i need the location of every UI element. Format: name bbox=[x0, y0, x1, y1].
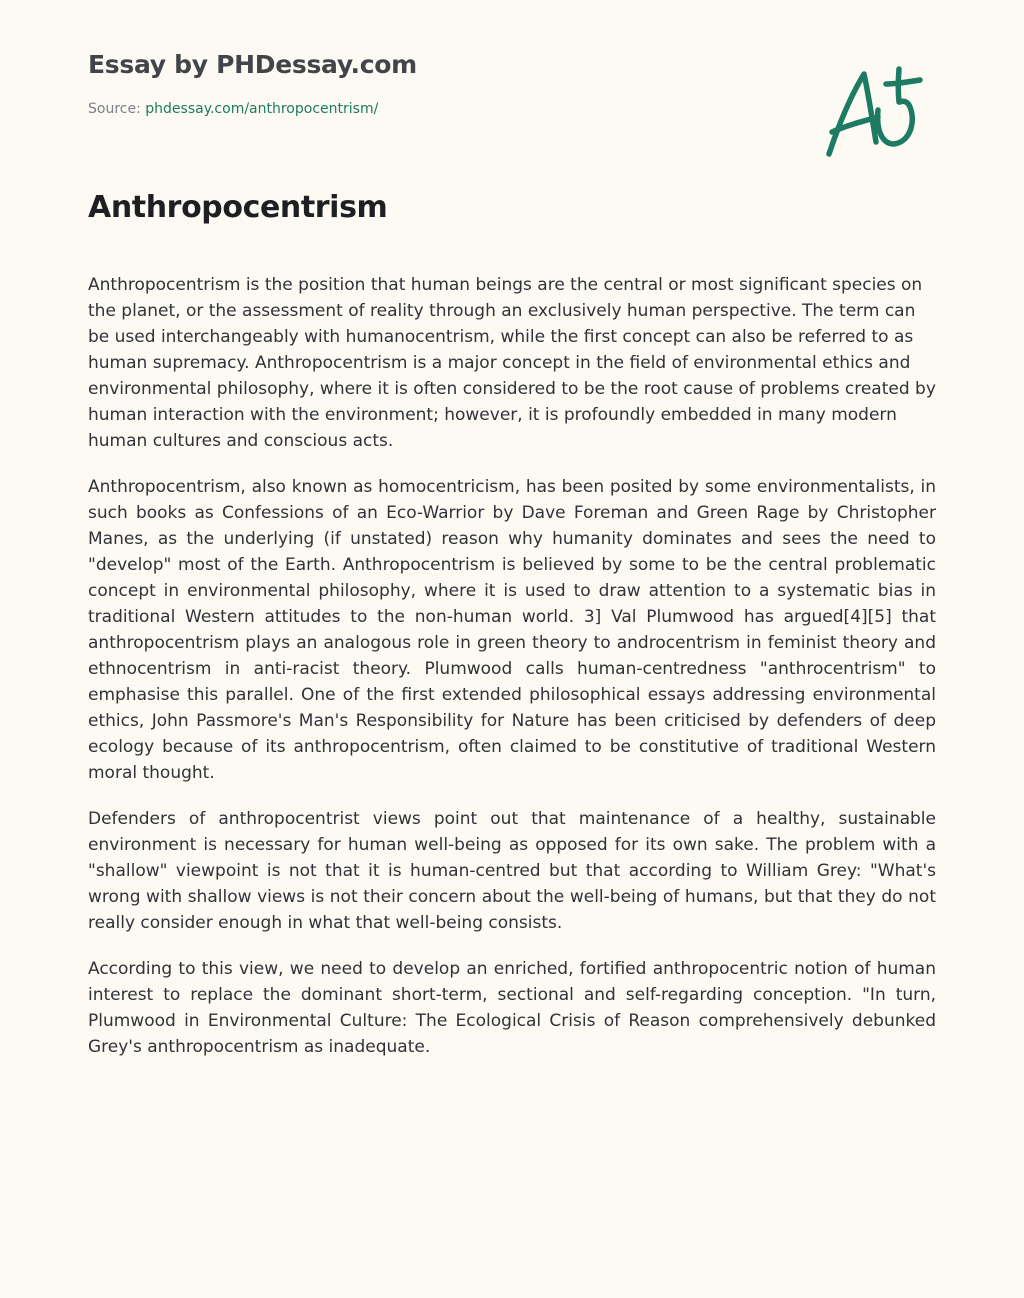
site-title: Essay by PHDessay.com bbox=[88, 50, 417, 79]
source-label: Source: bbox=[88, 101, 141, 117]
source-line bbox=[88, 101, 378, 117]
paragraph: According to this view, we need to develop an enriched, fortified anthropocentric notion of human interest to replace the dominant short-term, sectional and self-regarding conception. "In turn, Plumwood in Environmental Culture: The Ecological Crisis of Reason comprehensively debunked Grey's anthropocentrism as inadequate. bbox=[88, 959, 936, 1057]
page-title: Anthropocentrism bbox=[88, 190, 388, 225]
a-plus-logo-icon bbox=[820, 62, 930, 162]
paragraph: Anthropocentrism is the position that human beings are the central or most significant species on the planet, or the assessment of reality through an exclusively human perspective. The term can be used interchangeably with humanocentrism, while the first concept can also be referred to as human supremacy. Anthropocentrism is a major concept in the field of environmental ethics and environmental philosophy, where it is often considered to be the root cause of problems created by human interaction with the environment; however, it is profoundly embedded in many modern human cultures and conscious acts. bbox=[88, 275, 936, 451]
paragraph: Anthropocentrism, also known as homocentricism, has been posited by some environmentalists, in such books as Confessions of an Eco-Warrior by Dave Foreman and Green Rage by Christopher Manes, as the underlying (if unstated) reason why humanity dominates and sees the need to "develop" most of the Earth. Anthropocentrism is believed by some to be the central problematic concept in environmental philosophy, where it is used to draw attention to a systematic bias in traditional Western attitudes to the non-human world. 3] Val Plumwood has argued[4][5] that anthropocentrism plays an analogous role in green theory to androcentrism in feminist theory and ethnocentrism in anti-racist theory. Plumwood calls human-centredness "anthrocentrism" to emphasise this parallel. One of the first extended philosophical essays addressing environmental ethics, John Passmore's Man's Responsibility for Nature has been criticised by defenders of deep ecology because of its anthropocentrism, often claimed to be constitutive of traditional Western moral thought. bbox=[88, 477, 936, 783]
essay-body bbox=[88, 272, 936, 1080]
source-link[interactable]: phdessay.com/anthropocentrism/ bbox=[145, 101, 379, 117]
paragraph: Defenders of anthropocentrist views point out that maintenance of a healthy, sustainable environment is necessary for human well-being as opposed for its own sake. The problem with a "shallow" viewpoint is not that it is human-centred but that according to William Grey: "What's wrong with shallow views is not their concern about the well-being of humans, but that they do not really consider enough in what that well-being consists. bbox=[88, 809, 936, 933]
